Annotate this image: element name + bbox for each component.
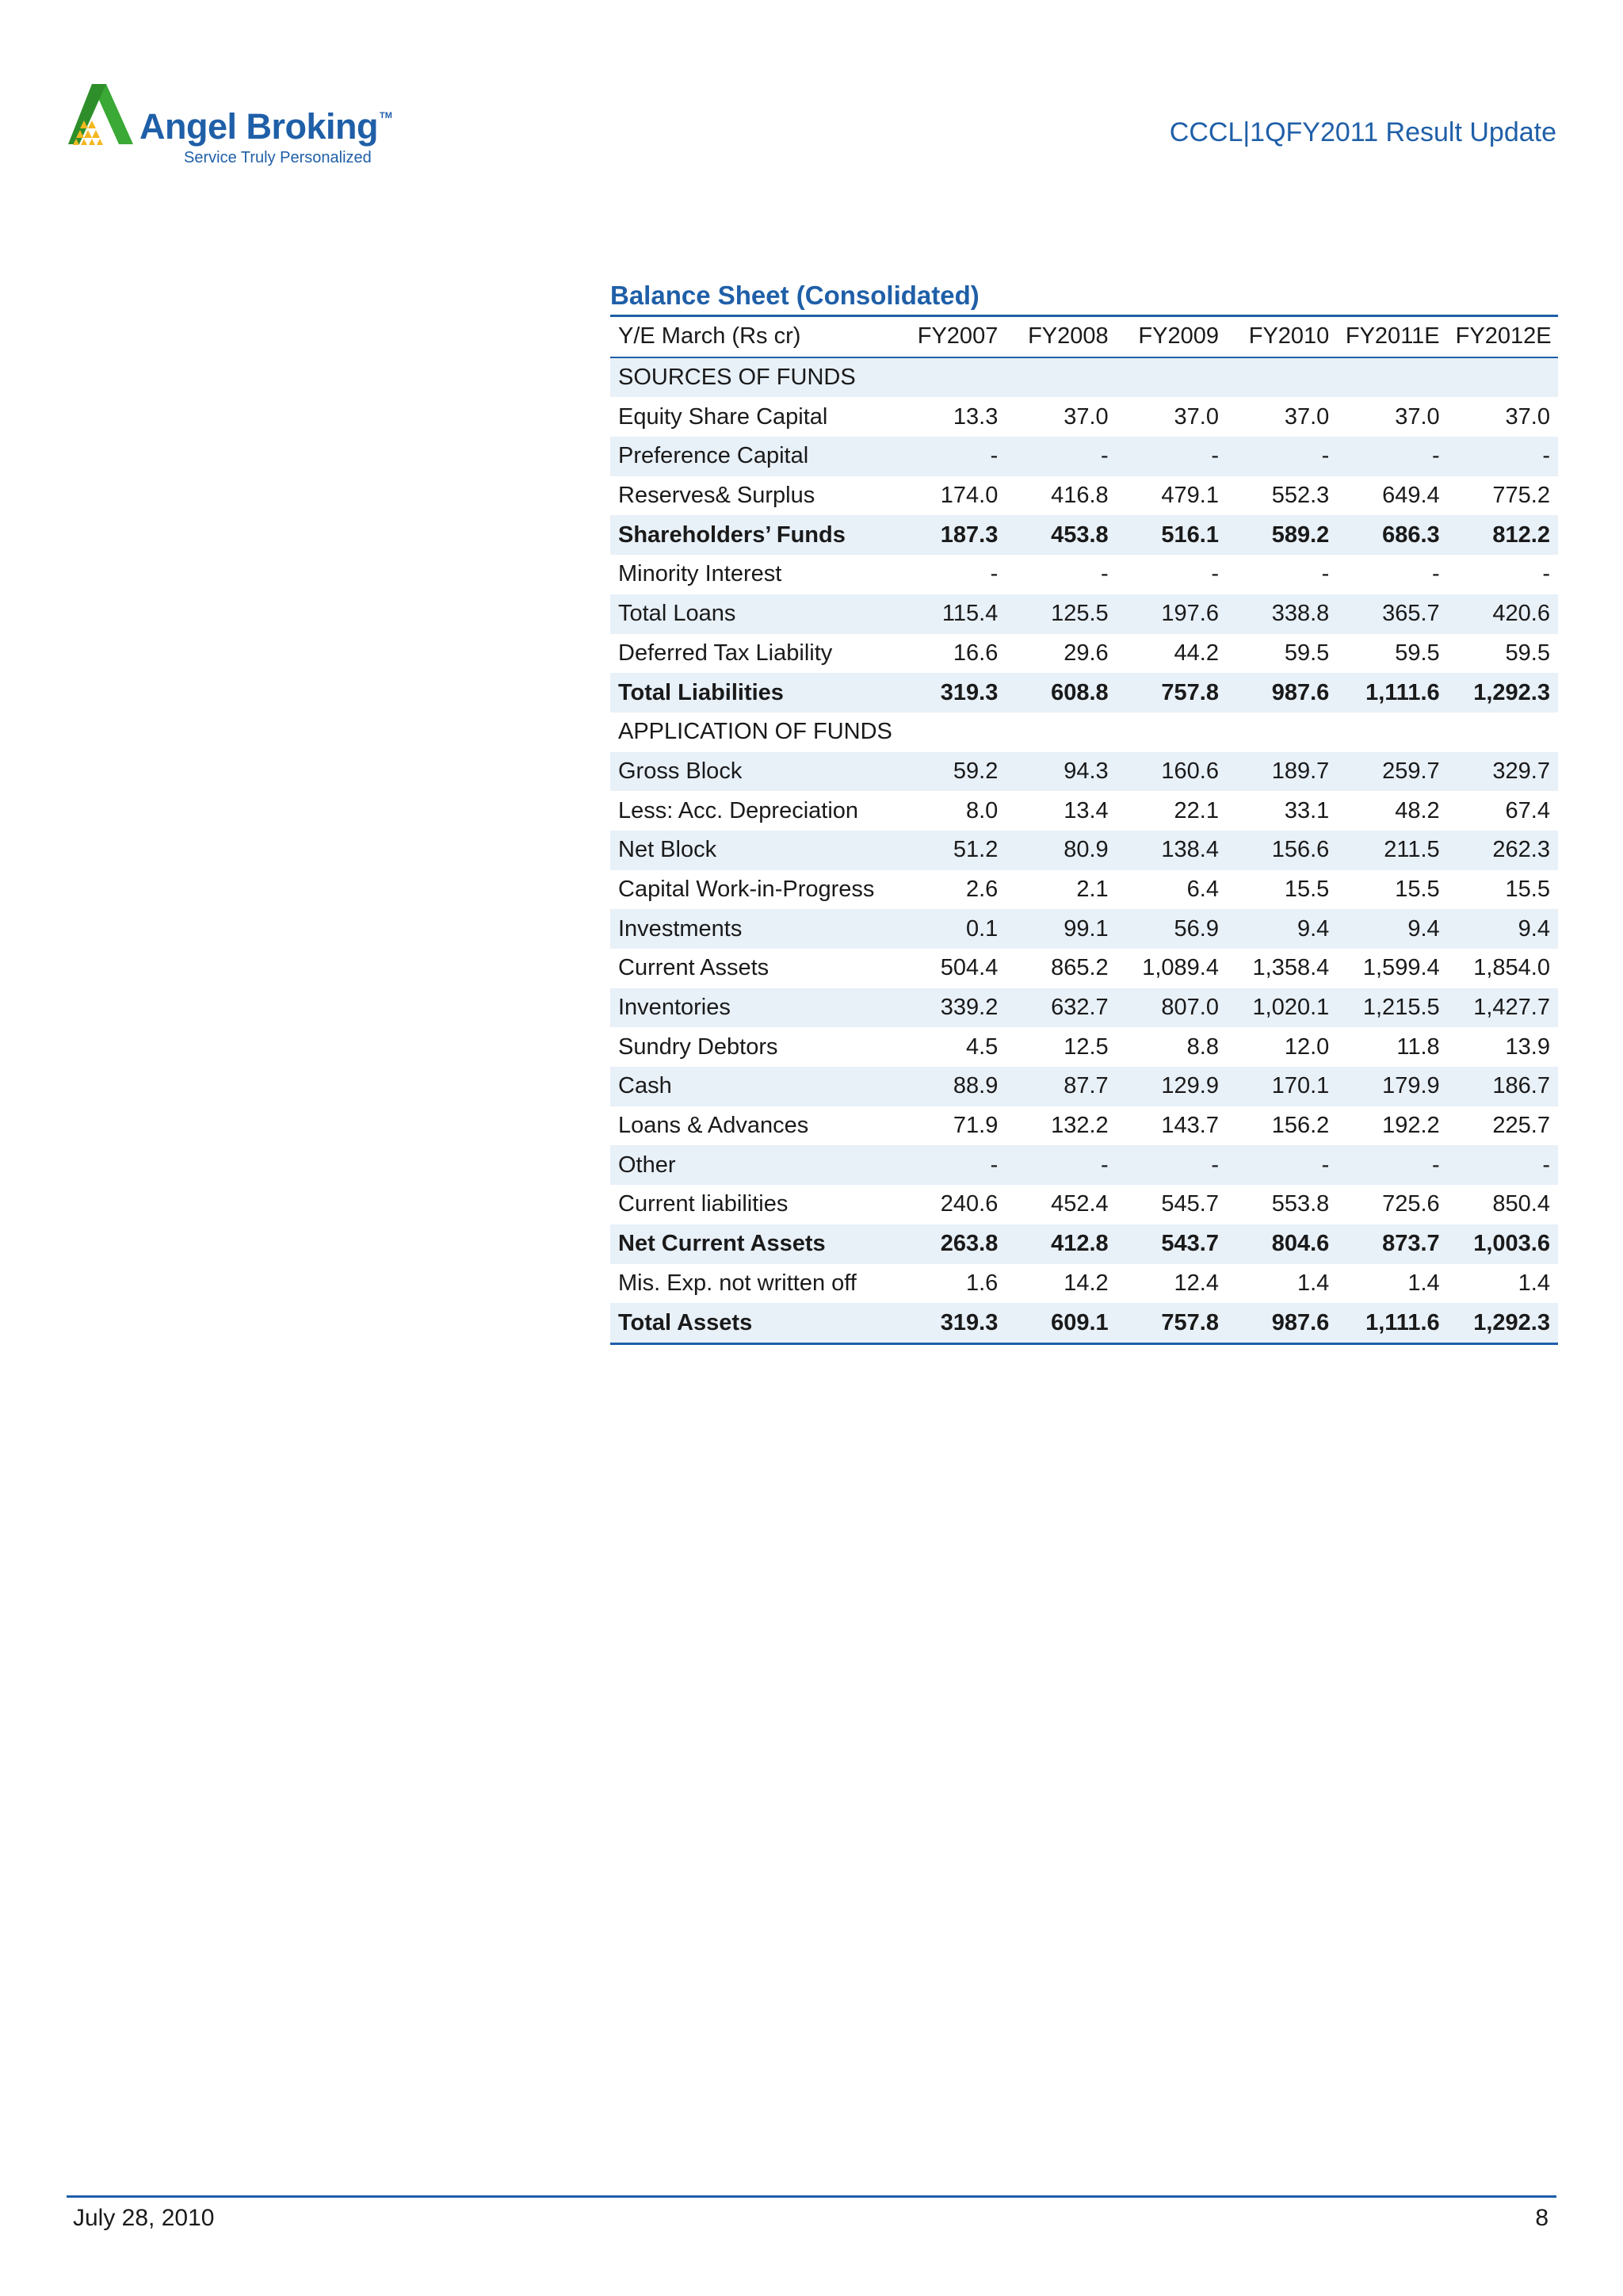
value-cell	[1227, 357, 1337, 398]
value-cell: 186.7	[1492, 1073, 1550, 1099]
row-label: Capital Work-in-Progress	[618, 876, 875, 902]
table-row	[610, 357, 1558, 398]
value-cell: 0.1	[966, 915, 999, 942]
value-cell: -	[1100, 443, 1109, 469]
value-cell: 365.7	[1382, 601, 1440, 627]
value-cell: 850.4	[1492, 1191, 1550, 1217]
value-cell: 987.6	[1271, 1309, 1330, 1335]
value-cell: 262.3	[1492, 837, 1550, 863]
value-cell: 319.3	[940, 679, 999, 705]
value-cell: 8.8	[1186, 1033, 1219, 1060]
value-cell: 2.1	[1076, 876, 1109, 902]
value-cell: 545.7	[1161, 1191, 1219, 1217]
row-label: Equity Share Capital	[618, 403, 828, 430]
value-cell: -	[1542, 561, 1550, 587]
value-cell: 240.6	[940, 1191, 999, 1217]
value-cell: 725.6	[1382, 1191, 1440, 1217]
value-cell: 1.6	[966, 1270, 999, 1296]
value-cell: -	[1321, 561, 1330, 587]
value-cell: 9.4	[1296, 915, 1330, 942]
row-label: Inventories	[618, 995, 731, 1021]
value-cell: 1,020.1	[1252, 995, 1330, 1021]
value-cell: 479.1	[1161, 483, 1219, 509]
table-row	[610, 594, 1558, 634]
value-cell: 453.8	[1051, 521, 1109, 548]
value-cell: 420.6	[1492, 601, 1550, 627]
value-cell: 686.3	[1382, 521, 1440, 548]
value-cell: 211.5	[1384, 837, 1440, 863]
value-cell: -	[1100, 561, 1109, 587]
row-label: Net Current Assets	[618, 1231, 826, 1257]
table-row	[610, 437, 1558, 476]
value-cell: 12.5	[1064, 1033, 1109, 1060]
value-cell: -	[990, 561, 999, 587]
table-row	[610, 1067, 1558, 1106]
value-cell: -	[1542, 443, 1550, 469]
value-cell: 12.4	[1174, 1270, 1219, 1296]
value-cell: 16.6	[953, 640, 999, 666]
table-row	[610, 988, 1558, 1028]
table-row	[610, 831, 1558, 870]
value-cell	[1117, 357, 1227, 398]
row-label: Shareholders’ Funds	[618, 521, 846, 548]
value-cell: 29.6	[1064, 640, 1109, 666]
value-cell: 1,111.6	[1365, 1309, 1440, 1335]
row-label: Sundry Debtors	[618, 1033, 778, 1060]
value-cell: 757.8	[1161, 1309, 1219, 1335]
value-cell: -	[1100, 1152, 1109, 1178]
value-cell	[896, 357, 1006, 398]
table-row	[610, 634, 1558, 674]
value-cell	[1448, 357, 1558, 398]
table-row	[610, 555, 1558, 594]
value-cell: 22.1	[1174, 797, 1219, 823]
value-cell: 71.9	[953, 1113, 999, 1139]
value-cell: 775.2	[1492, 483, 1550, 509]
value-cell: 187.3	[940, 521, 999, 548]
row-label: APPLICATION OF FUNDS	[618, 719, 892, 745]
value-cell: 1,003.6	[1473, 1231, 1550, 1257]
value-cell: 1.4	[1518, 1270, 1550, 1296]
value-cell: 553.8	[1271, 1191, 1330, 1217]
table-row	[610, 752, 1558, 792]
value-cell: 170.1	[1271, 1073, 1330, 1099]
row-label: Cash	[618, 1073, 672, 1099]
table-row	[610, 791, 1558, 831]
value-cell: 37.0	[1064, 403, 1109, 430]
value-cell: 59.5	[1505, 640, 1550, 666]
report-title: CCCL|1QFY2011 Result Update	[1169, 117, 1556, 147]
value-cell: 143.7	[1161, 1113, 1219, 1139]
column-header: FY2009	[1138, 323, 1219, 350]
column-header: FY2012E	[1455, 323, 1552, 350]
value-cell: 1.4	[1407, 1270, 1440, 1296]
value-cell: 44.2	[1174, 640, 1219, 666]
value-cell: 6.4	[1186, 876, 1219, 902]
value-cell: 865.2	[1051, 955, 1109, 981]
value-cell: 15.5	[1284, 876, 1330, 902]
value-cell: 37.0	[1174, 403, 1219, 430]
value-cell: 189.7	[1271, 758, 1330, 784]
value-cell: -	[1211, 443, 1219, 469]
value-cell: 452.4	[1051, 1191, 1109, 1217]
value-cell: 33.1	[1284, 797, 1330, 823]
row-label: Less: Acc. Depreciation	[618, 797, 859, 823]
row-label: Deferred Tax Liability	[618, 640, 833, 666]
value-cell: 88.9	[953, 1073, 999, 1099]
page-number: 8	[1535, 2205, 1549, 2231]
value-cell: 174.0	[940, 483, 999, 509]
table-body	[610, 357, 1558, 1344]
value-cell: 14.2	[1064, 1270, 1109, 1296]
value-cell: 339.2	[940, 995, 999, 1021]
value-cell: 15.5	[1395, 876, 1440, 902]
value-cell: 552.3	[1271, 483, 1330, 509]
value-cell: 15.5	[1505, 876, 1550, 902]
value-cell: 516.1	[1161, 521, 1219, 548]
value-cell: 1,215.5	[1362, 995, 1440, 1021]
value-cell: 416.8	[1051, 483, 1109, 509]
footer-date: July 28, 2010	[73, 2205, 215, 2231]
brand-name: Angel Broking	[139, 106, 379, 147]
value-cell: 67.4	[1505, 797, 1550, 823]
row-label: Current Assets	[618, 955, 769, 981]
row-label: Other	[618, 1152, 676, 1178]
header-label-cell: Y/E March (Rs cr)	[618, 323, 801, 350]
table-row	[610, 909, 1558, 949]
table-row	[610, 1224, 1558, 1264]
row-label: Net Block	[618, 837, 717, 863]
value-cell	[1117, 712, 1227, 752]
value-cell: 609.1	[1051, 1309, 1109, 1335]
value-cell: -	[1211, 561, 1219, 587]
value-cell: 132.2	[1051, 1113, 1109, 1139]
value-cell: 807.0	[1161, 995, 1219, 1021]
value-cell: 12.0	[1284, 1033, 1330, 1060]
row-label: Preference Capital	[618, 443, 809, 469]
value-cell: -	[1431, 443, 1440, 469]
row-label: Total Liabilities	[618, 679, 784, 705]
row-label: Current liabilities	[618, 1191, 789, 1217]
value-cell: 9.4	[1407, 915, 1440, 942]
value-cell: 1,427.7	[1473, 995, 1550, 1021]
value-cell: -	[1321, 443, 1330, 469]
table-row	[610, 673, 1558, 712]
value-cell: 263.8	[940, 1231, 999, 1257]
value-cell: 37.0	[1505, 403, 1550, 430]
value-cell: 138.4	[1161, 837, 1219, 863]
value-cell: 987.6	[1271, 679, 1330, 705]
value-cell: 1,358.4	[1252, 955, 1330, 981]
value-cell: 1,111.6	[1365, 679, 1440, 705]
value-cell: 804.6	[1271, 1231, 1330, 1257]
footer-divider	[67, 2195, 1556, 2198]
table-row	[610, 397, 1558, 437]
value-cell: -	[1211, 1152, 1219, 1178]
value-cell: -	[1542, 1152, 1550, 1178]
value-cell: 543.7	[1161, 1231, 1219, 1257]
value-cell: 9.4	[1518, 915, 1550, 942]
value-cell: 1.4	[1296, 1270, 1330, 1296]
value-cell: 632.7	[1051, 995, 1109, 1021]
value-cell: 59.5	[1284, 640, 1330, 666]
column-header: FY2011E	[1345, 323, 1440, 350]
table-row	[610, 1027, 1558, 1067]
table-header-row	[610, 316, 1558, 357]
value-cell: 115.4	[941, 601, 999, 627]
value-cell: 11.8	[1396, 1033, 1440, 1060]
value-cell: 504.4	[940, 955, 999, 981]
value-cell: 412.8	[1051, 1231, 1109, 1257]
angel-broking-logo	[68, 82, 401, 170]
row-label: SOURCES OF FUNDS	[618, 365, 856, 391]
value-cell: 59.5	[1395, 640, 1440, 666]
value-cell: 225.7	[1492, 1113, 1550, 1139]
table-row	[610, 712, 1558, 752]
value-cell: 338.8	[1271, 601, 1330, 627]
value-cell: 1,292.3	[1473, 1309, 1550, 1335]
value-cell: 319.3	[940, 1309, 999, 1335]
value-cell: 2.6	[966, 876, 999, 902]
value-cell: 94.3	[1064, 758, 1109, 784]
value-cell	[1448, 712, 1558, 752]
value-cell: 125.5	[1051, 601, 1109, 627]
value-cell: 192.2	[1382, 1113, 1440, 1139]
value-cell: 4.5	[966, 1033, 999, 1060]
value-cell: 608.8	[1051, 679, 1109, 705]
value-cell: 1,089.4	[1142, 955, 1219, 981]
row-label: Total Loans	[618, 601, 736, 627]
value-cell: 13.4	[1064, 797, 1109, 823]
value-cell: 179.9	[1382, 1073, 1440, 1099]
value-cell: -	[1431, 561, 1440, 587]
value-cell	[1337, 357, 1447, 398]
value-cell: 329.7	[1492, 758, 1550, 784]
table-row	[610, 1303, 1558, 1343]
row-label: Gross Block	[618, 758, 743, 784]
table-row	[610, 870, 1558, 910]
angel-triangle-logo-icon	[68, 82, 135, 146]
value-cell: -	[990, 1152, 999, 1178]
column-header: FY2008	[1028, 323, 1109, 350]
table-row	[610, 1145, 1558, 1185]
value-cell: 8.0	[966, 797, 999, 823]
balance-sheet-table	[610, 315, 1558, 1345]
table-row	[610, 1264, 1558, 1304]
value-cell: 197.6	[1161, 601, 1219, 627]
value-cell: 37.0	[1284, 403, 1330, 430]
value-cell: -	[1431, 1152, 1440, 1178]
value-cell: 1,292.3	[1473, 679, 1550, 705]
value-cell: 873.7	[1382, 1231, 1440, 1257]
value-cell: 589.2	[1271, 521, 1330, 548]
value-cell: 156.2	[1271, 1113, 1330, 1139]
value-cell: 51.2	[953, 837, 999, 863]
column-header: FY2010	[1248, 323, 1330, 350]
table-row	[610, 1106, 1558, 1146]
table-row	[610, 1185, 1558, 1224]
value-cell: 13.9	[1505, 1033, 1550, 1060]
value-cell: -	[990, 443, 999, 469]
value-cell: 129.9	[1161, 1073, 1219, 1099]
value-cell: 160.6	[1161, 758, 1219, 784]
brand-tagline: Service Truly Personalized	[184, 149, 372, 166]
value-cell	[896, 712, 1006, 752]
row-label: Investments	[618, 915, 743, 942]
value-cell: 56.9	[1174, 915, 1219, 942]
section-title: Balance Sheet (Consolidated)	[610, 281, 980, 310]
value-cell	[1006, 357, 1116, 398]
value-cell: 59.2	[953, 758, 999, 784]
row-label: Minority Interest	[618, 561, 782, 587]
value-cell: 156.6	[1271, 837, 1330, 863]
value-cell: 80.9	[1064, 837, 1109, 863]
value-cell	[1337, 712, 1447, 752]
value-cell: 1,599.4	[1362, 955, 1440, 981]
value-cell: 649.4	[1382, 483, 1440, 509]
row-label: Total Assets	[618, 1309, 753, 1335]
table-row	[610, 515, 1558, 555]
value-cell	[1227, 712, 1337, 752]
value-cell: 757.8	[1161, 679, 1219, 705]
table-row	[610, 949, 1558, 988]
value-cell: -	[1321, 1152, 1330, 1178]
value-cell: 13.3	[953, 403, 999, 430]
value-cell: 87.7	[1064, 1073, 1109, 1099]
value-cell: 812.2	[1492, 521, 1550, 548]
value-cell: 99.1	[1064, 915, 1109, 942]
table-row	[610, 476, 1558, 516]
row-label: Mis. Exp. not written off	[618, 1270, 857, 1296]
value-cell: 37.0	[1395, 403, 1440, 430]
value-cell	[1006, 712, 1116, 752]
value-cell: 1,854.0	[1473, 955, 1550, 981]
value-cell: 259.7	[1382, 758, 1440, 784]
row-label: Loans & Advances	[618, 1113, 809, 1139]
row-label: Reserves& Surplus	[618, 483, 815, 509]
brand-trademark: TM	[380, 111, 392, 120]
column-header: FY2007	[917, 323, 999, 350]
value-cell: 48.2	[1395, 797, 1440, 823]
